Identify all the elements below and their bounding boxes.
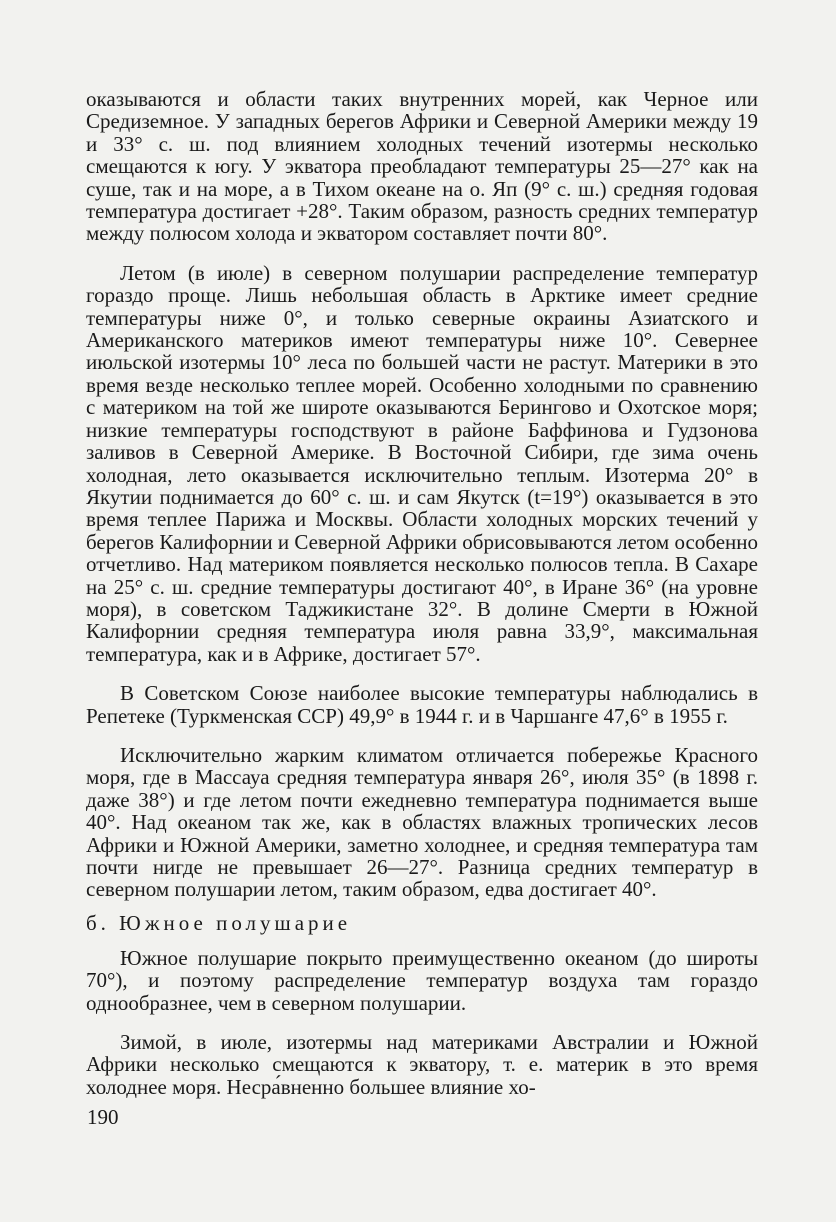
section-paragraph-2: Зимой, в июле, изотермы над материками Австралии и Южной Африки несколько смещаются к экватору, т. е. материк в это время холоднее моря. Несра́вненно большее влияние хо- xyxy=(86,1030,758,1099)
page-body xyxy=(86,88,758,1098)
paragraph-2: Летом (в июле) в северном полушарии распределение температур гораздо проще. Лишь небольшая область в Арктике имеет средние температуры ниже 0°, и только северные окраины Азиатского и Американского материков имеют температуры ниже 10°. Севернее июльской изотермы 10° леса по большей части не растут. Материки в это время везде несколько теплее морей. Особенно холодными по сравнению с материком на той же широте оказываются Берингово и Охотское моря; низкие температуры господствуют в районе Баффинова и Гудзонова заливов в Северной Америке. В Восточной Сибири, где зима очень холодная, лето оказывается исключительно теплым. Изотерма 20° в Якутии поднимается до 60° с. ш. и сам Якутск (t=19°) оказывается в это время теплее Парижа и Москвы. Области холодных морских течений у берегов Калифорнии и Северной Африки обрисовываются летом особенно отчетливо. Над материком появляется несколько полюсов тепла. В Сахаре на 25° с. ш. средние температуры достигают 40°, в Иране 36° (на уровне моря), в советском Таджикистане 32°. В долине Смерти в Южной Калифорнии средняя температура июля равна 33,9°, максимальная температура, как и в Африке, достигает 57°. xyxy=(86,260,758,666)
section-paragraph-1: Южное полушарие покрыто преимущественно океаном (до широты 70°), и поэтому распределение температур воздуха там гораздо однообразнее, чем в северном полушарии. xyxy=(86,945,758,1015)
paragraph-3: В Советском Союзе наиболее высокие температуры наблюдались в Репетеке (Туркменская ССР) 49,9° в 1944 г. и в Чаршанге 47,6° в 1955 г. xyxy=(86,681,758,728)
paragraph-4: Исключительно жарким климатом отличается побережье Красного моря, где в Массауа средняя температура января 26°, июля 35° (в 1898 г. даже 38°) и где летом почти ежедневно температура поднимается выше 40°. Над океаном так же, как в областях влажных тропических лесов Африки и Южной Америки, заметно холоднее, и средняя температура там почти нигде не превышает 26—27°. Разница средних температур в северном полушарии летом, таким образом, едва достигает 40°. xyxy=(86,742,758,902)
section-heading: б. Южное полушарие xyxy=(86,910,352,935)
page-number: 190 xyxy=(87,1105,119,1129)
paragraph-1: оказываются и области таких внутренних морей, как Черное или Средиземное. У западных берегов Африки и Северной Америки между 19 и 33° с. ш. под влиянием холодных течений изотермы несколько смещаются к югу. У экватора преобладают температуры 25—27° как на суше, так и на море, а в Тихом океане на о. Яп (9° с. ш.) средняя годовая температура достигает +28°. Таким образом, разность средних температур между полюсом холода и экватором составляет почти 80°. xyxy=(86,87,758,246)
